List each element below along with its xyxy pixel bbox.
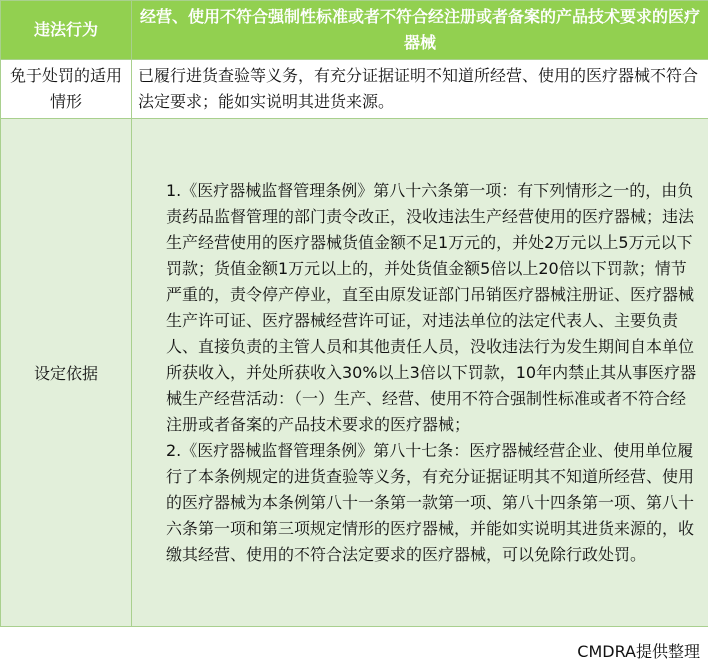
source-credit: CMDRA提供整理 [577,642,700,661]
table-header-row [1,1,708,60]
table-row [1,119,708,627]
legal-basis-paragraph-2: 2.《医疗器械监督管理条例》第八十七条：医疗器械经营企业、使用单位履行了本条例规定的进货查验等义务，有充分证据证明其不知道所经营、使用的医疗器械为本条例第八十一条第一款第一项、第八十四条第一项、第八十六条第一项和第三项规定情形的医疗器械，并能如实说明其进货来源的，收缴其经营、使用的不符合法定要求的医疗器械，可以免除行政处罚。 [166,440,695,564]
table-row [1,60,708,119]
row-label-legal-basis: 设定依据 [1,119,132,627]
header-violation-description: 经营、使用不符合强制性标准或者不符合经注册或者备案的产品技术要求的医疗器械 [132,1,708,60]
row-label-exemption: 免于处罚的适用情形 [1,60,132,119]
row-content-legal-basis [132,119,708,627]
row-content-exemption: 已履行进货查验等义务，有充分证据证明不知道所经营、使用的医疗器械不符合法定要求；能如实说明其进货来源。 [132,60,708,119]
header-violation-label: 违法行为 [1,1,132,60]
legal-basis-paragraph-1: 1.《医疗器械监督管理条例》第八十六条第一项：有下列情形之一的，由负责药品监督管理的部门责令改正，没收违法生产经营使用的医疗器械；违法生产经营使用的医疗器械货值金额不足1万元的，并处2万元以上5万元以下罚款；货值金额1万元以上的，并处货值金额5倍以上20倍以下罚款；情节严重的，责令停产停业，直至由原发证部门吊销医疗器械注册证、医疗器械生产许可证、医疗器械经营许可证，对违法单位的法定代表人、主要负责人、直接负责的主管人员和其他责任人员，没收违法行为发生期间自本单位所获收入，并处所获收入30%以上3倍以下罚款，10年内禁止其从事医疗器械生产经营活动：（一）生产、经营、使用不符合强制性标准或者不符合经注册或者备案的产品技术要求的医疗器械； [166,180,697,434]
